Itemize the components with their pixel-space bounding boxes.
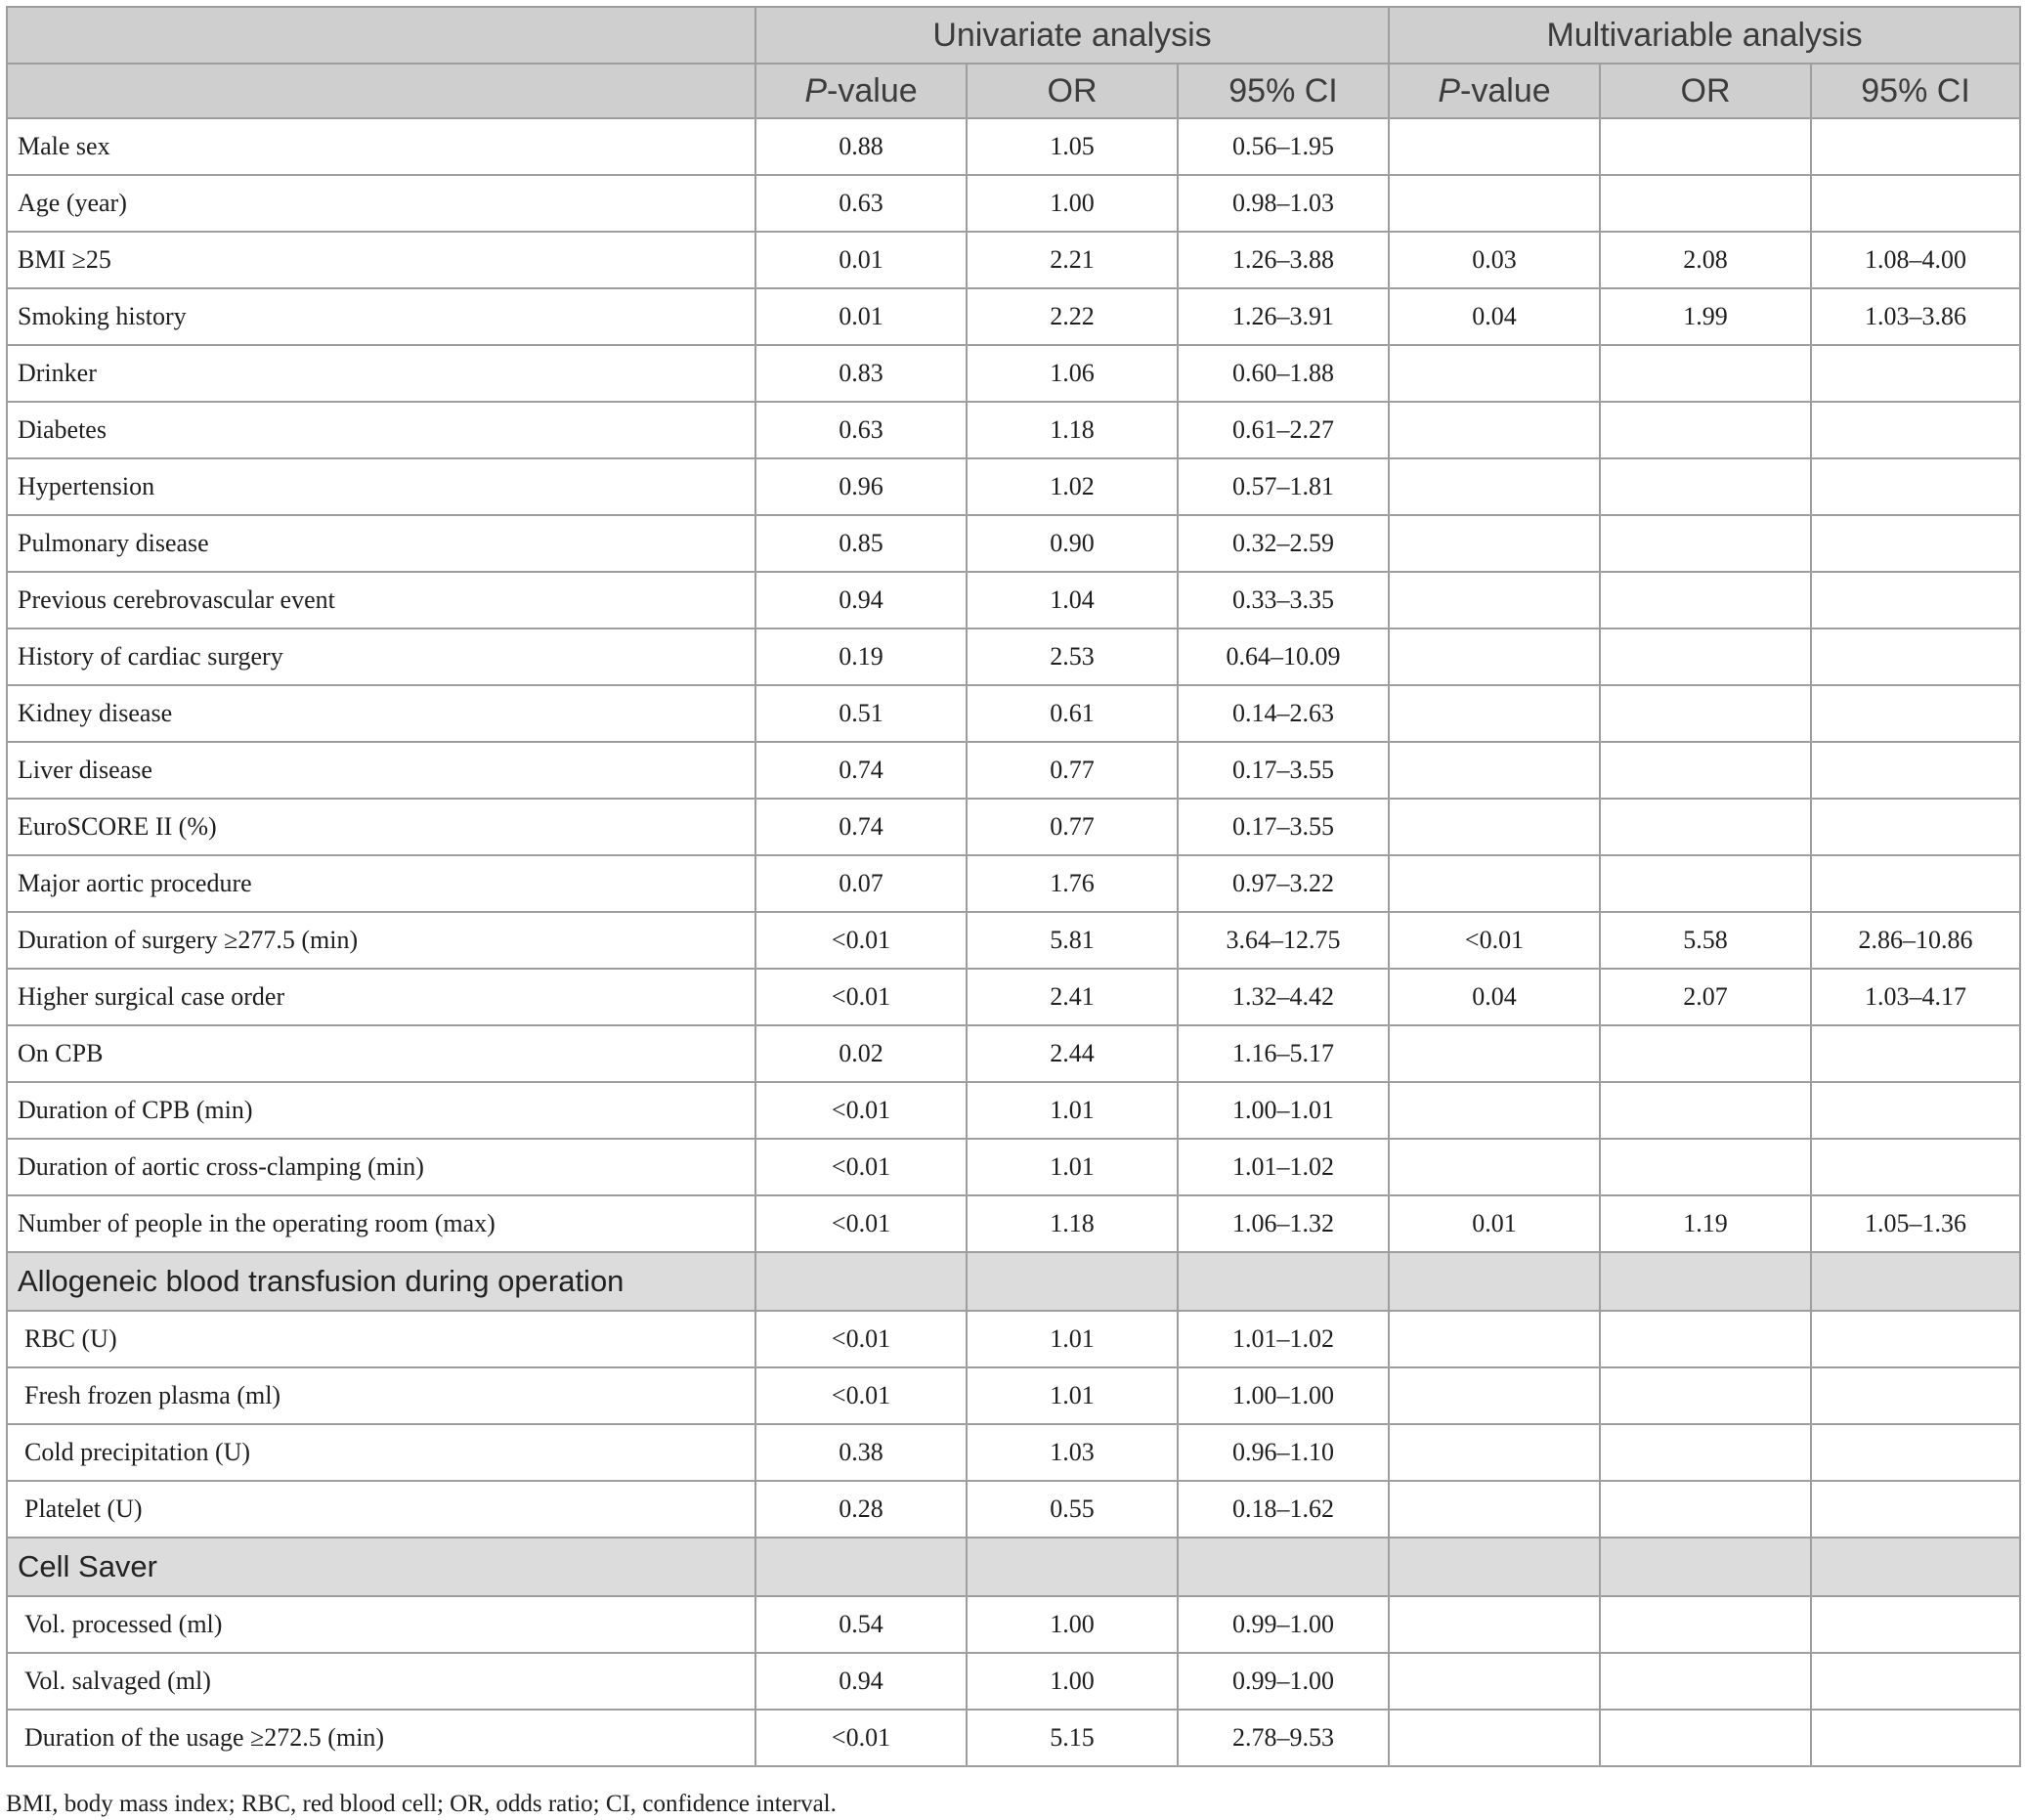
univariate-pvalue: <0.01 (755, 1311, 967, 1367)
multivariable-or (1600, 628, 1811, 685)
multivariable-or: 1.99 (1600, 288, 1811, 345)
multivariable-ci: 1.03–4.17 (1811, 969, 2020, 1025)
univariate-pvalue: <0.01 (755, 1195, 967, 1252)
multivariable-ci (1811, 799, 2020, 855)
multivariable-or (1600, 1653, 1811, 1710)
table-row (7, 345, 2020, 402)
row-label: Drinker (7, 345, 755, 402)
multivariable-pvalue (1389, 1367, 1600, 1424)
univariate-pvalue: 0.28 (755, 1481, 967, 1538)
univariate-ci: 2.78–9.53 (1178, 1710, 1389, 1766)
univariate-pvalue: 0.83 (755, 345, 967, 402)
univariate-ci: 1.32–4.42 (1178, 969, 1389, 1025)
row-label: Fresh frozen plasma (ml) (7, 1367, 755, 1424)
univariate-pvalue: 0.63 (755, 175, 967, 232)
multivariable-ci (1811, 1481, 2020, 1538)
univariate-or: 5.15 (967, 1710, 1178, 1766)
multivariable-or (1600, 1596, 1811, 1653)
section-cell (1389, 1538, 1600, 1596)
header-multivariable: Multivariable analysis (1389, 7, 2020, 64)
table-body (7, 118, 2020, 1766)
table-row (7, 1082, 2020, 1139)
univariate-pvalue: <0.01 (755, 1139, 967, 1195)
header-u-or: OR (967, 64, 1178, 118)
row-label: Age (year) (7, 175, 755, 232)
univariate-or: 0.77 (967, 799, 1178, 855)
univariate-ci: 1.16–5.17 (1178, 1025, 1389, 1082)
univariate-pvalue: 0.85 (755, 515, 967, 572)
table-row (7, 1367, 2020, 1424)
row-label: Major aortic procedure (7, 855, 755, 912)
multivariable-or: 2.07 (1600, 969, 1811, 1025)
univariate-or: 2.22 (967, 288, 1178, 345)
table-row (7, 1311, 2020, 1367)
univariate-pvalue: <0.01 (755, 912, 967, 969)
univariate-or: 2.41 (967, 969, 1178, 1025)
header-univariate: Univariate analysis (755, 7, 1389, 64)
row-label: Platelet (U) (7, 1481, 755, 1538)
multivariable-or (1600, 685, 1811, 742)
section-cell (1178, 1252, 1389, 1311)
univariate-or: 1.01 (967, 1139, 1178, 1195)
univariate-or: 1.06 (967, 345, 1178, 402)
univariate-ci: 0.99–1.00 (1178, 1596, 1389, 1653)
univariate-ci: 1.06–1.32 (1178, 1195, 1389, 1252)
multivariable-or: 1.19 (1600, 1195, 1811, 1252)
univariate-or: 1.04 (967, 572, 1178, 628)
univariate-ci: 1.01–1.02 (1178, 1311, 1389, 1367)
multivariable-pvalue (1389, 1424, 1600, 1481)
multivariable-or (1600, 1710, 1811, 1766)
multivariable-ci: 2.86–10.86 (1811, 912, 2020, 969)
table-row (7, 1025, 2020, 1082)
univariate-ci: 1.00–1.00 (1178, 1367, 1389, 1424)
header-m-or: OR (1600, 64, 1811, 118)
univariate-ci: 0.97–3.22 (1178, 855, 1389, 912)
univariate-ci: 1.00–1.01 (1178, 1082, 1389, 1139)
multivariable-or (1600, 1025, 1811, 1082)
table-row (7, 742, 2020, 799)
multivariable-ci (1811, 855, 2020, 912)
table-row (7, 1596, 2020, 1653)
row-label: Vol. processed (ml) (7, 1596, 755, 1653)
multivariable-ci (1811, 118, 2020, 175)
multivariable-or (1600, 118, 1811, 175)
table-row (7, 685, 2020, 742)
multivariable-pvalue (1389, 458, 1600, 515)
univariate-ci: 1.01–1.02 (1178, 1139, 1389, 1195)
row-label: Duration of surgery ≥277.5 (min) (7, 912, 755, 969)
multivariable-ci (1811, 1025, 2020, 1082)
row-label: Male sex (7, 118, 755, 175)
univariate-pvalue: 0.07 (755, 855, 967, 912)
row-label: Duration of the usage ≥272.5 (min) (7, 1710, 755, 1766)
multivariable-ci (1811, 628, 2020, 685)
row-label: Vol. salvaged (ml) (7, 1653, 755, 1710)
multivariable-pvalue (1389, 572, 1600, 628)
section-cell (1811, 1252, 2020, 1311)
univariate-pvalue: <0.01 (755, 1710, 967, 1766)
univariate-or: 1.18 (967, 402, 1178, 458)
univariate-ci: 0.14–2.63 (1178, 685, 1389, 742)
multivariable-ci (1811, 402, 2020, 458)
univariate-ci: 0.60–1.88 (1178, 345, 1389, 402)
univariate-or: 1.02 (967, 458, 1178, 515)
univariate-or: 0.77 (967, 742, 1178, 799)
section-cell (1178, 1538, 1389, 1596)
univariate-ci: 0.57–1.81 (1178, 458, 1389, 515)
univariate-or: 5.81 (967, 912, 1178, 969)
row-label: Higher surgical case order (7, 969, 755, 1025)
row-label: On CPB (7, 1025, 755, 1082)
row-label: Liver disease (7, 742, 755, 799)
univariate-ci: 0.61–2.27 (1178, 402, 1389, 458)
multivariable-ci (1811, 742, 2020, 799)
univariate-or: 2.44 (967, 1025, 1178, 1082)
section-header-cell-saver (7, 1538, 2020, 1596)
univariate-or: 1.18 (967, 1195, 1178, 1252)
multivariable-ci (1811, 1653, 2020, 1710)
multivariable-ci (1811, 1367, 2020, 1424)
row-label: Smoking history (7, 288, 755, 345)
multivariable-or (1600, 799, 1811, 855)
univariate-or: 1.05 (967, 118, 1178, 175)
univariate-ci: 3.64–12.75 (1178, 912, 1389, 969)
multivariable-or (1600, 175, 1811, 232)
multivariable-pvalue: 0.03 (1389, 232, 1600, 288)
univariate-pvalue: 0.54 (755, 1596, 967, 1653)
multivariable-or (1600, 515, 1811, 572)
multivariable-ci (1811, 685, 2020, 742)
multivariable-or (1600, 458, 1811, 515)
univariate-pvalue: 0.19 (755, 628, 967, 685)
univariate-pvalue: <0.01 (755, 1367, 967, 1424)
table-row (7, 1424, 2020, 1481)
table-row (7, 1195, 2020, 1252)
table-row (7, 1481, 2020, 1538)
table-row (7, 572, 2020, 628)
multivariable-pvalue (1389, 1653, 1600, 1710)
section-cell (755, 1538, 967, 1596)
multivariable-ci (1811, 1139, 2020, 1195)
multivariable-pvalue (1389, 628, 1600, 685)
regression-table-container (6, 6, 2019, 1767)
multivariable-pvalue (1389, 1311, 1600, 1367)
row-label: Cold precipitation (U) (7, 1424, 755, 1481)
multivariable-ci (1811, 175, 2020, 232)
row-label: Pulmonary disease (7, 515, 755, 572)
row-label: Hypertension (7, 458, 755, 515)
row-label: Previous cerebrovascular event (7, 572, 755, 628)
multivariable-or (1600, 402, 1811, 458)
row-label: Duration of aortic cross-clamping (min) (7, 1139, 755, 1195)
header-blank-2 (7, 64, 755, 118)
multivariable-ci (1811, 1082, 2020, 1139)
univariate-pvalue: 0.63 (755, 402, 967, 458)
row-label: Kidney disease (7, 685, 755, 742)
table-row (7, 288, 2020, 345)
table-footnote: BMI, body mass index; RBC, red blood cell; OR, odds ratio; CI, confidence interval. (6, 1791, 837, 1817)
univariate-pvalue: 0.94 (755, 1653, 967, 1710)
multivariable-pvalue (1389, 515, 1600, 572)
univariate-or: 1.00 (967, 1596, 1178, 1653)
univariate-pvalue: 0.01 (755, 232, 967, 288)
section-cell (1389, 1252, 1600, 1311)
table-row (7, 1139, 2020, 1195)
univariate-pvalue: 0.94 (755, 572, 967, 628)
multivariable-ci (1811, 458, 2020, 515)
multivariable-pvalue (1389, 175, 1600, 232)
row-label: Diabetes (7, 402, 755, 458)
univariate-or: 1.01 (967, 1311, 1178, 1367)
univariate-ci: 1.26–3.88 (1178, 232, 1389, 288)
multivariable-or (1600, 572, 1811, 628)
header-m-ci: 95% CI (1811, 64, 2020, 118)
univariate-pvalue: <0.01 (755, 1082, 967, 1139)
table-row (7, 515, 2020, 572)
row-label: EuroSCORE II (%) (7, 799, 755, 855)
row-label: Number of people in the operating room (max) (7, 1195, 755, 1252)
table-row (7, 458, 2020, 515)
multivariable-pvalue (1389, 742, 1600, 799)
multivariable-ci (1811, 1710, 2020, 1766)
multivariable-or (1600, 1311, 1811, 1367)
header-u-ci: 95% CI (1178, 64, 1389, 118)
univariate-ci: 0.17–3.55 (1178, 742, 1389, 799)
univariate-pvalue: 0.02 (755, 1025, 967, 1082)
multivariable-or (1600, 1367, 1811, 1424)
multivariable-or: 5.58 (1600, 912, 1811, 969)
table-row (7, 969, 2020, 1025)
univariate-ci: 0.64–10.09 (1178, 628, 1389, 685)
table-row (7, 1653, 2020, 1710)
table-row (7, 799, 2020, 855)
multivariable-pvalue (1389, 855, 1600, 912)
table-row (7, 402, 2020, 458)
multivariable-or: 2.08 (1600, 232, 1811, 288)
multivariable-ci: 1.05–1.36 (1811, 1195, 2020, 1252)
univariate-ci: 0.56–1.95 (1178, 118, 1389, 175)
univariate-pvalue: 0.74 (755, 799, 967, 855)
univariate-pvalue: 0.38 (755, 1424, 967, 1481)
univariate-pvalue: 0.88 (755, 118, 967, 175)
multivariable-ci (1811, 572, 2020, 628)
univariate-or: 0.55 (967, 1481, 1178, 1538)
univariate-ci: 0.33–3.35 (1178, 572, 1389, 628)
multivariable-pvalue (1389, 1596, 1600, 1653)
multivariable-or (1600, 855, 1811, 912)
multivariable-ci (1811, 345, 2020, 402)
table-row (7, 232, 2020, 288)
section-cell (1600, 1538, 1811, 1596)
univariate-or: 1.03 (967, 1424, 1178, 1481)
section-cell (967, 1252, 1178, 1311)
univariate-or: 1.76 (967, 855, 1178, 912)
univariate-pvalue: 0.96 (755, 458, 967, 515)
univariate-or: 1.00 (967, 175, 1178, 232)
table-row (7, 175, 2020, 232)
table-row (7, 118, 2020, 175)
multivariable-pvalue: 0.01 (1389, 1195, 1600, 1252)
univariate-pvalue: <0.01 (755, 969, 967, 1025)
univariate-ci: 1.26–3.91 (1178, 288, 1389, 345)
section-title: Allogeneic blood transfusion during operation (7, 1252, 755, 1311)
multivariable-or (1600, 345, 1811, 402)
multivariable-or (1600, 1424, 1811, 1481)
univariate-ci: 0.17–3.55 (1178, 799, 1389, 855)
row-label: Duration of CPB (min) (7, 1082, 755, 1139)
section-cell (1600, 1252, 1811, 1311)
row-label: RBC (U) (7, 1311, 755, 1367)
table-row (7, 628, 2020, 685)
section-cell (1811, 1538, 2020, 1596)
row-label: History of cardiac surgery (7, 628, 755, 685)
multivariable-pvalue (1389, 1710, 1600, 1766)
multivariable-ci (1811, 515, 2020, 572)
multivariable-ci (1811, 1311, 2020, 1367)
univariate-or: 0.61 (967, 685, 1178, 742)
univariate-pvalue: 0.74 (755, 742, 967, 799)
univariate-or: 1.01 (967, 1082, 1178, 1139)
univariate-pvalue: 0.01 (755, 288, 967, 345)
multivariable-pvalue (1389, 1025, 1600, 1082)
multivariable-pvalue (1389, 1481, 1600, 1538)
multivariable-pvalue: <0.01 (1389, 912, 1600, 969)
header-m-pvalue: P-value (1389, 64, 1600, 118)
section-header-transfusion (7, 1252, 2020, 1311)
univariate-or: 1.00 (967, 1653, 1178, 1710)
table-row (7, 1710, 2020, 1766)
multivariable-pvalue (1389, 345, 1600, 402)
multivariable-or (1600, 1082, 1811, 1139)
header-u-pvalue: P-value (755, 64, 967, 118)
multivariable-or (1600, 742, 1811, 799)
table-row (7, 912, 2020, 969)
multivariable-pvalue (1389, 685, 1600, 742)
multivariable-ci (1811, 1596, 2020, 1653)
table-header (7, 7, 2020, 118)
section-title: Cell Saver (7, 1538, 755, 1596)
multivariable-ci: 1.03–3.86 (1811, 288, 2020, 345)
univariate-ci: 0.98–1.03 (1178, 175, 1389, 232)
univariate-or: 1.01 (967, 1367, 1178, 1424)
multivariable-pvalue (1389, 1082, 1600, 1139)
table-row (7, 855, 2020, 912)
row-label: BMI ≥25 (7, 232, 755, 288)
header-blank (7, 7, 755, 64)
univariate-ci: 0.18–1.62 (1178, 1481, 1389, 1538)
multivariable-or (1600, 1481, 1811, 1538)
multivariable-pvalue (1389, 402, 1600, 458)
univariate-ci: 0.32–2.59 (1178, 515, 1389, 572)
multivariable-pvalue: 0.04 (1389, 969, 1600, 1025)
univariate-pvalue: 0.51 (755, 685, 967, 742)
section-cell (755, 1252, 967, 1311)
regression-table (6, 6, 2021, 1767)
section-cell (967, 1538, 1178, 1596)
multivariable-pvalue (1389, 118, 1600, 175)
multivariable-ci (1811, 1424, 2020, 1481)
multivariable-pvalue (1389, 799, 1600, 855)
multivariable-pvalue: 0.04 (1389, 288, 1600, 345)
univariate-ci: 0.99–1.00 (1178, 1653, 1389, 1710)
multivariable-ci: 1.08–4.00 (1811, 232, 2020, 288)
univariate-ci: 0.96–1.10 (1178, 1424, 1389, 1481)
multivariable-or (1600, 1139, 1811, 1195)
univariate-or: 2.53 (967, 628, 1178, 685)
univariate-or: 2.21 (967, 232, 1178, 288)
multivariable-pvalue (1389, 1139, 1600, 1195)
univariate-or: 0.90 (967, 515, 1178, 572)
